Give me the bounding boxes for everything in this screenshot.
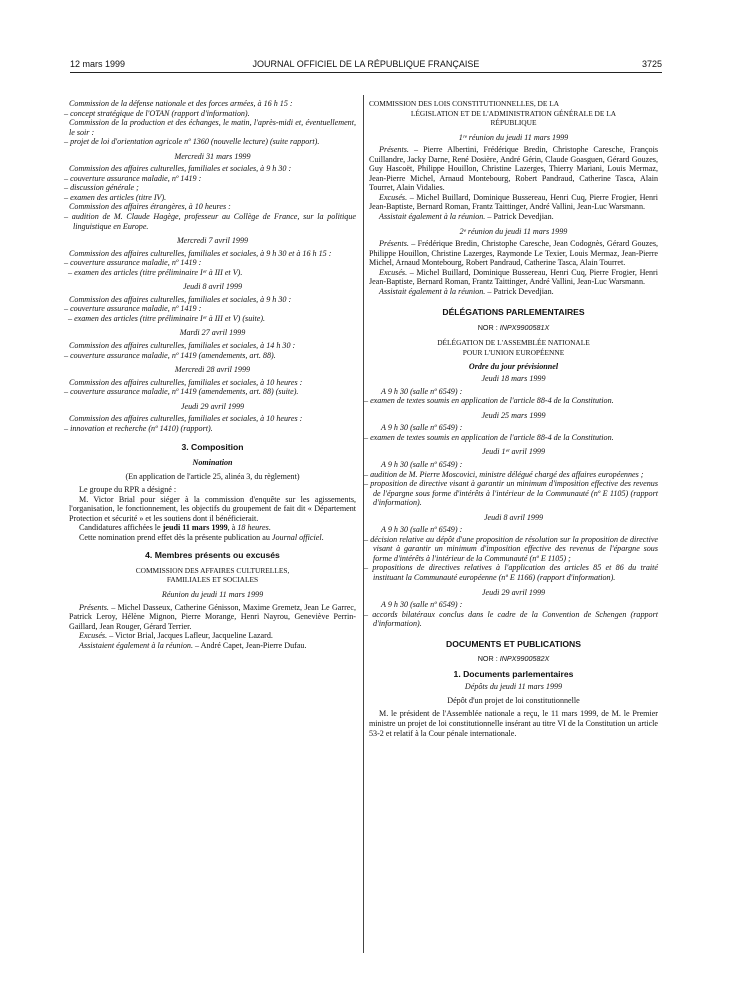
subsection-title-documents: 1. Documents parlementaires: [453, 668, 574, 679]
page-header: [70, 59, 662, 73]
agenda-item: – examen de textes soumis en application de l'article 88-4 de la Constitution.: [364, 396, 614, 406]
header-date: 12 mars 1999: [70, 59, 126, 69]
header-journal-title: JOURNAL OFFICIEL DE LA RÉPUBLIQUE FRANÇAISE: [252, 59, 480, 69]
agenda-item: – examen des articles (titre préliminaire Iᵉʳ à III et V) (suite).: [68, 313, 266, 323]
time-slot: A 9 h 30 (salle nº 6549) :: [381, 386, 463, 396]
date-heading: Mercredi 7 avril 1999: [176, 236, 249, 246]
depots-heading: Dépôts du jeudi 11 mars 1999: [464, 682, 563, 692]
section-title-delegations: DÉLÉGATIONS PARLEMENTAIRES: [442, 307, 585, 318]
commission-defense: Commission de la défense nationale et des forces armées, à 16 h 15 :: [69, 99, 293, 108]
nomination-heading: Nomination: [192, 457, 233, 467]
excuses-paragraph: Excusés. – Michel Buillard, Dominique Bussereau, Henri Cuq, Pierre Frogier, Henri Jean-Baptiste, Bernard Roman, Frantz Taittinger, André Vallini, Jean-Luc Warsmann.: [369, 192, 658, 212]
agenda-item: – examen des articles (titre IV).: [64, 192, 167, 202]
paragraph: Le groupe du RPR a désigné :: [79, 485, 177, 495]
date-heading: Jeudi 25 mars 1999: [481, 410, 546, 420]
excuses-paragraph: Excusés. – Victor Brial, Jacques Lafleur, Jacqueline Lazard.: [79, 631, 273, 641]
candidatures-line: Candidatures affichées le jeudi 11 mars 1999, à 18 heures.: [79, 523, 271, 533]
commission-name: RÉPUBLIQUE: [490, 118, 537, 128]
commission-heading: Commission des affaires culturelles, familiales et sociales, à 9 h 30 et à 16 h 15 :: [69, 248, 332, 258]
commission-name: FAMILIALES ET SOCIALES: [166, 575, 259, 585]
date-heading: Jeudi 18 mars 1999: [481, 374, 546, 384]
reunion-heading: 1ʳᵉ réunion du jeudi 11 mars 1999: [458, 132, 569, 142]
excuses-paragraph: Excusés. – Michel Buillard, Dominique Bussereau, Henri Cuq, Pierre Frogier, Henri Jean-Baptiste, Bernard Roman, Frantz Taittinger, André Vallini, Jean-Luc Warsmann.: [369, 267, 658, 287]
date-heading: Jeudi 1ᵉʳ avril 1999: [481, 447, 546, 457]
date-heading: Jeudi 29 avril 1999: [481, 587, 546, 597]
right-column: [364, 99, 658, 738]
assistait-paragraph: Assistait également à la réunion. – Patrick Devedjian.: [379, 286, 554, 296]
agenda-item: – couverture assurance maladie, nº 1419 :: [64, 258, 202, 268]
date-heading: Mercredi 31 mars 1999: [174, 151, 251, 161]
assistaient-paragraph: Assistaient également à la réunion. – André Capet, Jean-Pierre Dufau.: [79, 640, 307, 650]
date-heading: Mercredi 28 avril 1999: [174, 365, 251, 375]
commission-production: Commission de la production et des échanges, le matin, l'après-midi et, éventuellement, le soir :: [69, 118, 356, 137]
commission-heading: Commission des affaires culturelles, familiales et sociales, à 9 h 30 :: [69, 164, 292, 174]
agenda-item: – décision relative au dépôt d'une proposition de résolution sur la proposition de directive visant à garantir un minimum d'imposition effective des revenus de l'épargne sous forme d'intérêts à l'intérieur de la Communauté (nº E 1105) ;: [364, 534, 658, 563]
date-heading: Jeudi 29 avril 1999: [180, 401, 245, 411]
depot-paragraph: M. le président de l'Assemblée nationale a reçu, le 11 mars 1999, de M. le Premier ministre un projet de loi constitutionnelle insérant au titre VI de la Constitution un article 53-2 et relatif à la Cour pénale internationale.: [369, 709, 658, 738]
ordre-du-jour-heading: Ordre du jour prévisionnel: [468, 361, 559, 371]
agenda-item: – discussion générale ;: [64, 183, 139, 193]
commission-heading: Commission des affaires culturelles, familiales et sociales, à 9 h 30 :: [69, 294, 292, 304]
agenda-item: – couverture assurance maladie, nº 1419 :: [64, 304, 202, 314]
section-title-documents: DOCUMENTS ET PUBLICATIONS: [446, 638, 581, 649]
presents-paragraph: Présents. – Frédérique Bredin, Christophe Caresche, Jean Codognès, Gérard Gouzes, Philippe Houillon, Christine Lazerges, Raymonde Le Texier, Louis Mermaz, Jean-Pierre Michel, Arnaud Montebourg, Robert Pandraud, Catherine Tasca, Alain Tourret.: [369, 239, 658, 268]
presents-paragraph: Présents. – Michel Dasseux, Catherine Génisson, Maxime Gremetz, Jean Le Garrec, Patrick Leroy, Hélène Mignon, Pierre Morange, Henri Nayrou, Geneviève Perrin-Gaillard, Jean Rouger, Gérard Terrier.: [69, 602, 356, 631]
agenda-item: – examen des articles (titre préliminaire Iᵉʳ à III et V).: [68, 267, 243, 277]
time-slot: A 9 h 30 (salle nº 6549) :: [381, 423, 463, 433]
date-heading: Jeudi 8 avril 1999: [483, 512, 544, 522]
agenda-item: – proposition de directive visant à garantir un minimum d'imposition effective des revenus de l'épargne sous forme d'intérêts à l'intérieur de la Communauté (nº E 1105) (rapport d'information).: [364, 479, 658, 508]
date-heading: Jeudi 8 avril 1999: [182, 282, 243, 292]
commission-name: LÉGISLATION ET DE L'ADMINISTRATION GÉNÉRALE DE LA: [410, 108, 617, 118]
time-slot: A 9 h 30 (salle nº 6549) :: [381, 459, 463, 469]
commission-name: COMMISSION DES AFFAIRES CULTURELLES,: [135, 565, 290, 575]
agenda-item: – examen de textes soumis en application de l'article 88-4 de la Constitution.: [364, 432, 614, 442]
agenda-item: – couverture assurance maladie, nº 1419 :: [64, 173, 202, 183]
effect-line: Cette nomination prend effet dès la présente publication au Journal officiel.: [79, 532, 324, 542]
agenda-item: – innovation et recherche (nº 1410) (rapport).: [64, 423, 213, 433]
agenda-item: – propositions de directives relatives à l'application des articles 85 et 86 du traité instituant la Communauté européenne (nº E 1166) (rapport d'information).: [364, 563, 658, 582]
agenda-item: – concept stratégique de l'OTAN (rapport d'information).: [64, 108, 250, 118]
reunion-heading: Réunion du jeudi 11 mars 1999: [161, 589, 264, 599]
commission-heading: Commission des affaires culturelles, familiales et sociales, à 14 h 30 :: [69, 341, 296, 351]
application-note: (En application de l'article 25, alinéa 3, du règlement): [125, 471, 300, 481]
commission-heading: Commission des affaires culturelles, familiales et sociales, à 10 heures :: [69, 414, 303, 424]
section-title-membres: 4. Membres présents ou excusés: [145, 550, 280, 561]
time-slot: A 9 h 30 (salle nº 6549) :: [381, 525, 463, 535]
delegation-name: POUR L'UNION EUROPÉENNE: [462, 348, 565, 358]
agenda-item: – couverture assurance maladie, nº 1419 (amendements, art. 88) (suite).: [64, 387, 299, 397]
time-slot: A 9 h 30 (salle nº 6549) :: [381, 600, 463, 610]
depot-heading: Dépôt d'un projet de loi constitutionnelle: [447, 695, 580, 705]
paragraph: M. Victor Brial pour siéger à la commission d'enquête sur les agissements, l'organisation, le fonctionnement, les objectifs du groupement de fait dit « Département Protection et sécurité » et les soutiens dont il bénéficierait.: [69, 494, 356, 523]
agenda-item: – couverture assurance maladie, nº 1419 (amendements, art. 88).: [64, 350, 276, 360]
agenda-item: – accords bilatéraux conclus dans le cadre de la Convention de Schengen (rapport d'information).: [364, 609, 658, 629]
nor-code: NOR : INPX9900582X: [477, 654, 550, 664]
presents-paragraph: Présents. – Pierre Albertini, Frédérique Bredin, Christophe Caresche, François Cuillandre, Jacky Darne, René Dosière, André Gérin, Claude Goasguen, Gérard Gouzes, Guy Hascoët, Philippe Houillon, Christine Lazerges, Thierry Mariani, Louis Mermaz, Jean-Pierre Michel, Arnaud Montebourg, Robert Pandraud, Catherine Tasca, Alain Tourret, Alain Vidalies.: [369, 145, 658, 193]
nor-code: NOR : INPX9900581X: [477, 322, 550, 332]
date-heading: Mardi 27 avril 1999: [179, 328, 246, 338]
agenda-item: – projet de loi d'orientation agricole nº 1360 (nouvelle lecture) (suite rapport).: [64, 137, 320, 147]
header-page-number: 3725: [641, 59, 662, 69]
commission-name: COMMISSION DES LOIS CONSTITUTIONNELLES, DE LA: [369, 99, 560, 108]
agenda-item: – audition de M. Claude Hagège, professeur au Collège de France, sur la politique linguistique en Europe.: [64, 212, 356, 231]
agenda-item: – audition de M. Pierre Moscovici, ministre délégué chargé des affaires européennes ;: [364, 469, 644, 479]
left-column: [64, 99, 356, 650]
reunion-heading: 2ᵉ réunion du jeudi 11 mars 1999: [459, 226, 568, 236]
commission-heading: Commission des affaires culturelles, familiales et sociales, à 10 heures :: [69, 377, 303, 387]
commission-heading: Commission des affaires étrangères, à 10 heures :: [69, 202, 231, 212]
assistait-paragraph: Assistait également à la réunion. – Patrick Devedjian.: [379, 212, 554, 222]
section-title-composition: 3. Composition: [181, 442, 244, 453]
header-rule: [70, 72, 662, 73]
column-divider: [363, 95, 364, 953]
delegation-name: DÉLÉGATION DE L'ASSEMBLÉE NATIONALE: [437, 338, 590, 348]
